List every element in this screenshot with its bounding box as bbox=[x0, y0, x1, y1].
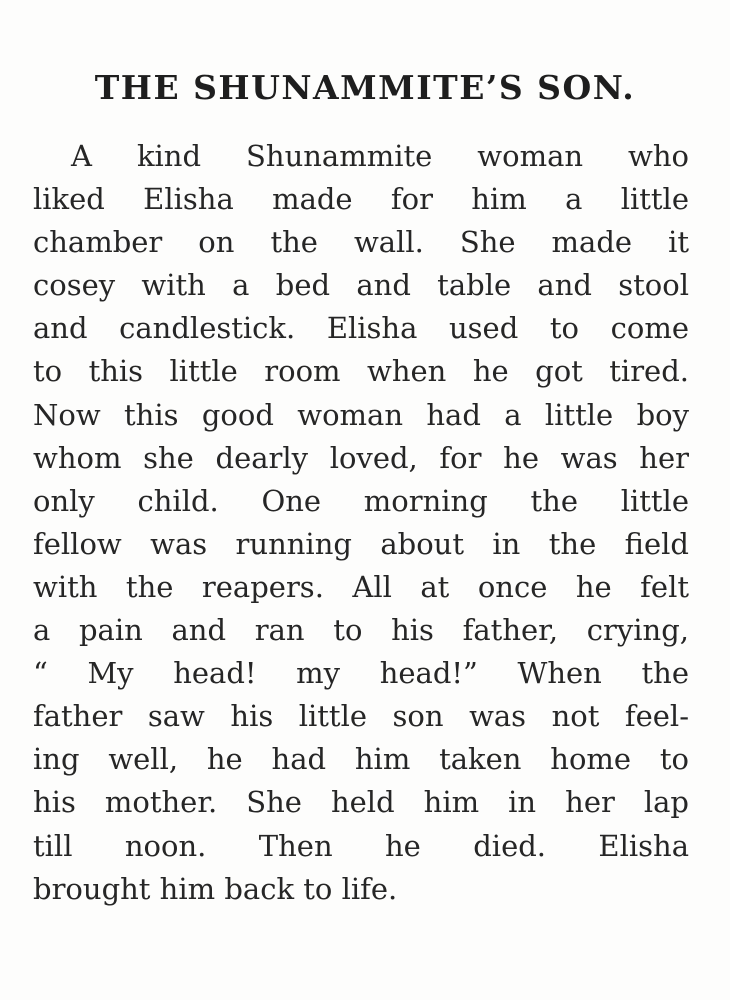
page-title: THE SHUNAMMITE’S SON. bbox=[94, 68, 636, 108]
text-line: cosey with a bed and table and stool bbox=[33, 268, 689, 303]
text-line: Now this good woman had a little boy bbox=[33, 397, 689, 432]
text-line: a pain and ran to his father, crying, bbox=[33, 613, 689, 648]
text-line: his mother. She held him in her lap bbox=[33, 785, 689, 820]
text-line: with the reapers. All at once he felt bbox=[33, 569, 689, 604]
text-line: liked Elisha made for him a little bbox=[33, 182, 689, 217]
text-line: and candlestick. Elisha used to come bbox=[33, 311, 689, 346]
text-line: brought him back to life. bbox=[33, 871, 398, 906]
text-line: only child. One morning the little bbox=[33, 483, 689, 518]
text-line: to this little room when he got tired. bbox=[33, 354, 689, 389]
text-line: A kind Shunammite woman who bbox=[71, 139, 689, 173]
text-line: whom she dearly loved, for he was her bbox=[33, 440, 689, 475]
text-line: till noon. Then he died. Elisha bbox=[33, 828, 689, 863]
text-line: “ My head! my head!” When the bbox=[33, 656, 689, 691]
text-line: fellow was running about in the field bbox=[33, 526, 689, 561]
text-line: ing well, he had him taken home to bbox=[33, 742, 689, 777]
text-line: chamber on the wall. She made it bbox=[33, 225, 689, 260]
story-paragraph bbox=[33, 135, 689, 911]
text-line: father saw his little son was not feel- bbox=[33, 699, 689, 734]
